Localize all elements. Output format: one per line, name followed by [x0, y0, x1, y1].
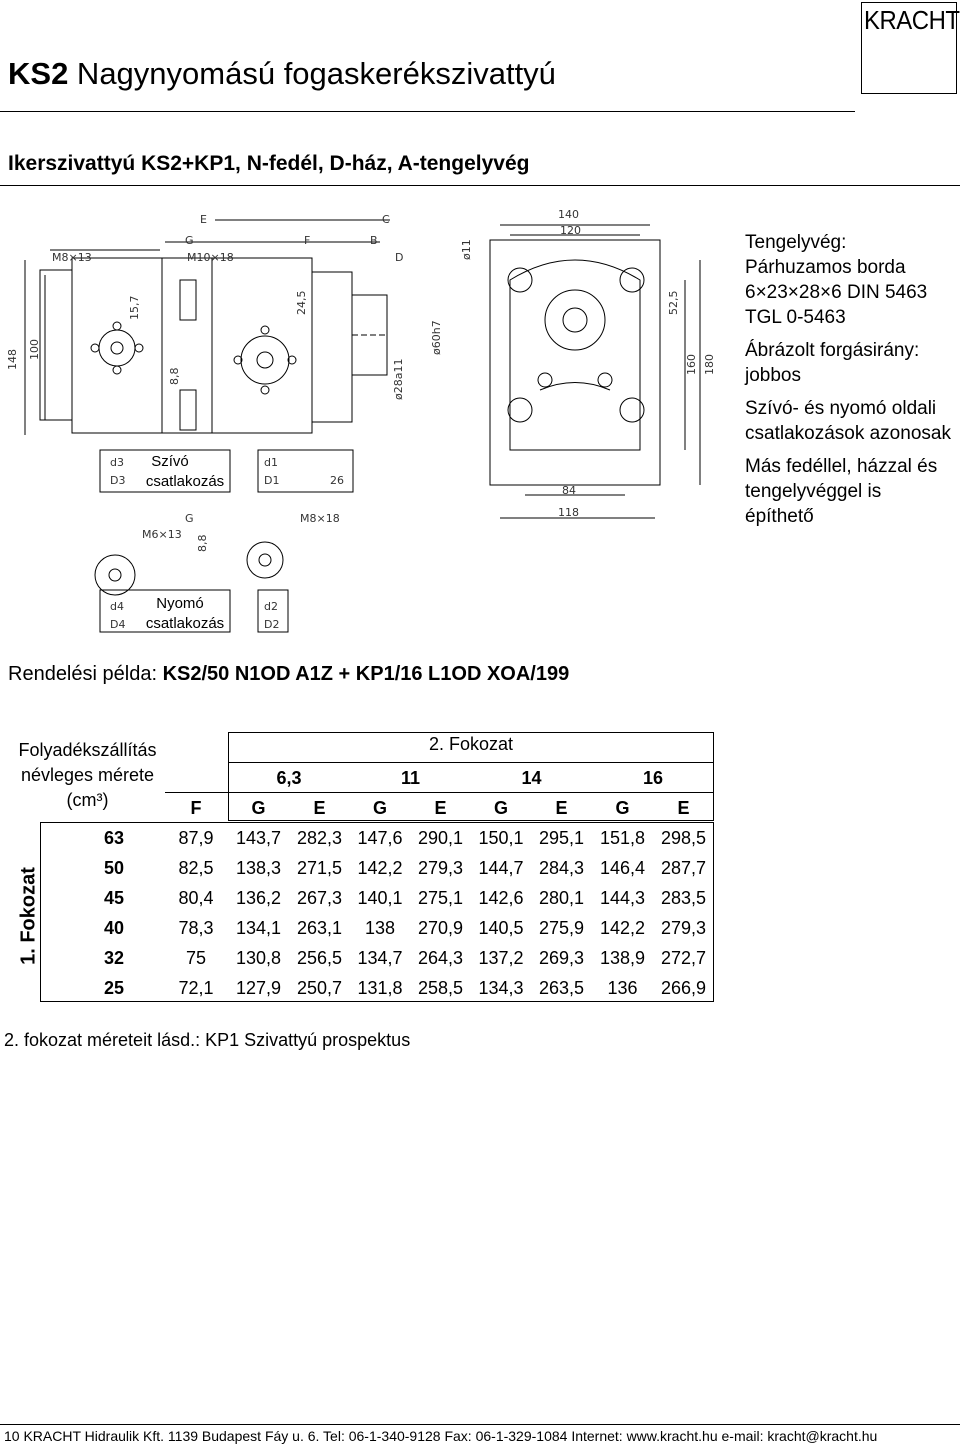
note-variants: Más fedéllel, házzal és tengelyvéggel is építhető [745, 456, 938, 527]
table-cell: 298,5 [660, 828, 707, 848]
table-cell: 271,5 [296, 858, 343, 878]
stage1-side-label [13, 830, 45, 1002]
row-size-cell: 25 [103, 978, 125, 998]
dim-m6x13: M6×13 [142, 528, 182, 541]
sub-g-2: G [372, 798, 387, 818]
table-cell: 290,1 [417, 828, 464, 848]
table-cell: 258,5 [417, 978, 464, 998]
stage2-divider [228, 762, 714, 763]
pressure-port-circle [241, 336, 289, 384]
dim-small-d3: d3 [110, 456, 124, 469]
footnote: 2. fokozat méreteit lásd.: KP1 Szivattyú prospektus [4, 1030, 411, 1050]
note-rotation: Ábrázolt forgásirány: jobbos [745, 340, 920, 386]
table-row [64, 943, 714, 973]
dim-big-d1: D1 [264, 474, 280, 487]
table-cell: 78,3 [178, 918, 214, 938]
table-cell: 282,3 [296, 828, 343, 848]
table-cell: 283,5 [660, 888, 707, 908]
dim-d60h7: ø60h7 [430, 320, 443, 355]
table-cell: 136 [607, 978, 638, 998]
sub-g-1: G [251, 798, 266, 818]
table-cell: 263,5 [538, 978, 585, 998]
dim-e: E [200, 213, 207, 226]
table-cell: 150,1 [478, 828, 524, 848]
page-footer: 10 KRACHT Hidraulik Kft. 1139 Budapest Fáy u. 6. Tel: 06-1-340-9128 Fax: 06-1-329-1084 Internet: www.kracht.hu e-mail: kracht@kracht.hu [4, 1428, 878, 1444]
data-rows [64, 823, 714, 1003]
table-cell: 134,3 [478, 978, 524, 998]
dim-140: 140 [558, 208, 579, 221]
suction-port-circle [99, 330, 135, 366]
table-cell: 146,4 [599, 858, 646, 878]
brand-logo [861, 2, 960, 94]
middle-housing [162, 258, 212, 433]
section-subtitle: Ikerszivattyú KS2+KP1, N-fedél, D-ház, A-tengelyvég [8, 152, 530, 175]
dim-15-7: 15,7 [128, 295, 141, 320]
table-cell: 272,7 [660, 948, 707, 968]
table-cell: 142,6 [478, 888, 524, 908]
table-row [64, 913, 714, 943]
dim-8-8b: 8,8 [196, 534, 209, 552]
dim-148: 148 [6, 349, 19, 370]
dim-big-d2: D2 [264, 618, 280, 631]
table-cell: 138,3 [235, 858, 282, 878]
table-cell: 142,2 [599, 918, 646, 938]
size-14: 14 [521, 768, 542, 788]
order-label: Rendelési példa: [8, 663, 163, 685]
table-cell: 72,1 [178, 978, 214, 998]
table-cell: 138 [364, 918, 396, 938]
table-cell: 136,2 [235, 888, 282, 908]
row-size-cell: 63 [103, 828, 125, 848]
table-cell: 82,5 [178, 858, 214, 878]
footer-rule [0, 1424, 960, 1425]
sub-e-3: E [555, 798, 568, 818]
stage1-label: 1. Fokozat [17, 867, 40, 965]
table-cell: 140,5 [478, 918, 524, 938]
dim-84: 84 [562, 484, 576, 497]
dim-c: C [382, 213, 390, 226]
dim-d: D [395, 251, 404, 264]
dim-180: 180 [703, 354, 716, 375]
pressure-flange-small [95, 555, 135, 595]
table-cell: 142,2 [357, 858, 403, 878]
table-cell: 87,9 [178, 828, 214, 848]
front-housing [212, 258, 312, 433]
table-row [64, 973, 714, 1003]
table-cell: 279,3 [417, 858, 464, 878]
table-cell: 140,1 [357, 888, 403, 908]
dim-d28a11: ø28a11 [392, 358, 405, 400]
table-cell: 134,7 [357, 948, 403, 968]
table-cell: 144,3 [599, 888, 646, 908]
table-row [64, 883, 714, 913]
subtitle-rule [0, 185, 960, 186]
size-row [228, 764, 714, 792]
row-size-cell: 45 [103, 888, 125, 908]
dim-small-d2: d2 [264, 600, 278, 613]
table-cell: 256,5 [296, 948, 343, 968]
col-header-line-2: névleges mérete [20, 765, 155, 785]
size-6-3: 6,3 [276, 768, 302, 788]
page-title [8, 56, 556, 92]
table-cell: 266,9 [660, 978, 707, 998]
table-cell: 144,7 [478, 858, 524, 878]
order-code: KS2/50 N1OD A1Z + KP1/16 L1OD XOA/199 [162, 663, 570, 685]
title-text: Nagynyomású fogaskerékszivattyú [68, 56, 556, 91]
table-cell: 75 [185, 948, 207, 968]
dim-g2: G [185, 512, 194, 525]
col-header-line-3: (cm³) [66, 790, 109, 810]
dim-g: G [185, 234, 194, 247]
dim-small-d1: d1 [264, 456, 278, 469]
dim-120: 120 [560, 224, 581, 237]
table-cell: 269,3 [538, 948, 585, 968]
title-rule [0, 111, 855, 112]
table-cell: 275,9 [538, 918, 585, 938]
row-size-cell: 40 [103, 918, 125, 938]
sub-e-4: E [677, 798, 690, 818]
table-cell: 147,6 [357, 828, 403, 848]
table-cell: 143,7 [235, 828, 282, 848]
dim-b: B [370, 234, 378, 247]
dim-26: 26 [330, 474, 344, 487]
suction-label-1: Szívó [151, 453, 189, 470]
table-cell: 250,7 [296, 978, 343, 998]
table-cell: 295,1 [538, 828, 585, 848]
pressure-label-2: csatlakozás [145, 615, 225, 632]
shaft-end-circle [545, 290, 605, 350]
dim-118: 118 [558, 506, 579, 519]
order-example [8, 663, 569, 686]
dim-d11: ø11 [460, 239, 473, 260]
dim-m8x18: M8×18 [300, 512, 340, 525]
sub-g-4: G [615, 798, 630, 818]
table-cell: 275,1 [417, 888, 464, 908]
dim-52-5: 52,5 [667, 290, 680, 315]
row-size-cell: 32 [103, 948, 125, 968]
dim-8-8: 8,8 [168, 367, 181, 385]
pressure-label-1: Nyomó [156, 595, 204, 612]
rear-body [72, 258, 162, 433]
table-cell: 137,2 [478, 948, 524, 968]
dim-160: 160 [685, 354, 698, 375]
table-cell: 138,9 [599, 948, 646, 968]
title-model: KS2 [8, 56, 69, 91]
sub-divider [165, 792, 714, 793]
size-16: 16 [642, 768, 664, 788]
sub-f: F [190, 798, 202, 818]
spec-notes [745, 230, 955, 537]
technical-drawing [0, 200, 740, 640]
dim-100: 100 [28, 339, 41, 360]
table-cell: 264,3 [417, 948, 464, 968]
table-cell: 270,9 [417, 918, 464, 938]
table-cell: 279,3 [660, 918, 707, 938]
brand-logo-text: KRACHT [864, 5, 960, 35]
table-cell: 131,8 [357, 978, 403, 998]
stage2-label: 2. Fokozat [428, 734, 514, 754]
col-header-line-1: Folyadékszállítás [18, 740, 157, 760]
table-cell: 151,8 [599, 828, 646, 848]
table-row [64, 853, 714, 883]
dim-f: F [304, 234, 311, 247]
sub-g-3: G [493, 798, 508, 818]
dim-24-5: 24,5 [295, 290, 308, 315]
table-row [64, 823, 714, 853]
suction-label-2: csatlakozás [145, 473, 225, 490]
table-cell: 284,3 [538, 858, 585, 878]
table-cell: 263,1 [296, 918, 343, 938]
dim-m8x13: M8×13 [52, 251, 92, 264]
dim-big-d3: D3 [110, 474, 126, 487]
table-cell: 80,4 [178, 888, 214, 908]
dim-big-d4: D4 [110, 618, 126, 631]
table-cell: 134,1 [235, 918, 282, 938]
sub-header-row [164, 794, 714, 822]
row-size-cell: 50 [103, 858, 125, 878]
sub-e-2: E [434, 798, 447, 818]
sub-e-1: E [313, 798, 326, 818]
column-header [10, 738, 165, 813]
table-cell: 267,3 [296, 888, 343, 908]
dim-m10x18: M10×18 [187, 251, 234, 264]
note-shaft: Tengelyvég: Párhuzamos borda 6×23×28×6 DIN 5463 TGL 0-5463 [745, 232, 928, 328]
table-cell: 130,8 [235, 948, 282, 968]
table-cell: 280,1 [538, 888, 585, 908]
table-cell: 287,7 [660, 858, 707, 878]
size-11: 11 [400, 768, 421, 788]
table-cell: 127,9 [235, 978, 282, 998]
note-ports: Szívó- és nyomó oldali csatlakozások azonosak [745, 398, 951, 444]
dim-small-d4: d4 [110, 600, 124, 613]
